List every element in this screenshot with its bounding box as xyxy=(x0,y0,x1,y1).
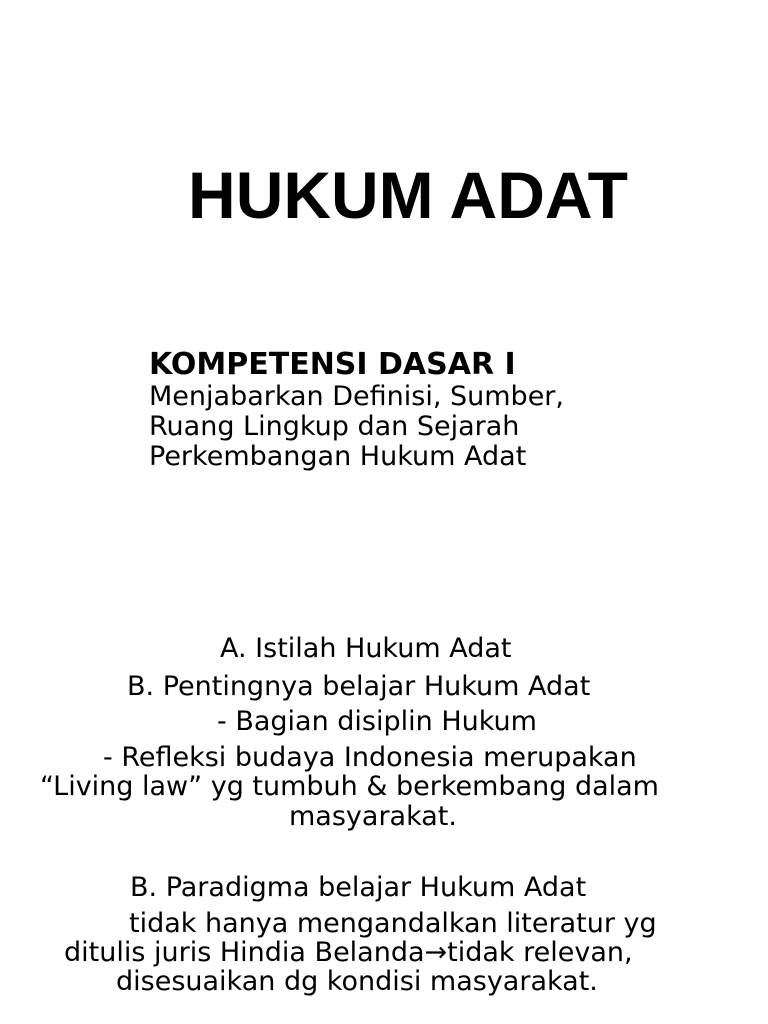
kompetensi-line-3: Perkembangan Hukum Adat xyxy=(149,441,527,472)
outline-item-b: B. Pentingnya belajar Hukum Adat xyxy=(127,671,591,702)
outline-item-a: A. Istilah Hukum Adat xyxy=(220,633,512,664)
outline-sub-item-2-line-3: masyarakat. xyxy=(289,801,457,832)
paradigma-line-1: tidak hanya mengandalkan literatur yg xyxy=(129,908,657,939)
kompetensi-heading: KOMPETENSI DASAR I xyxy=(149,347,516,382)
paradigma-line-3: disesuaikan dg kondisi masyarakat. xyxy=(116,966,598,997)
outline-sub-item-2-line-1: - Refleksi budaya Indonesia merupakan xyxy=(103,742,637,773)
paradigma-line-2: ditulis juris Hindia Belanda→tidak relevan, xyxy=(64,937,633,968)
outline-sub-item-2-line-2: “Living law” yg tumbuh & berkembang dalam xyxy=(40,771,659,802)
kompetensi-line-1: Menjabarkan Definisi, Sumber, xyxy=(149,381,564,412)
kompetensi-description xyxy=(149,382,709,472)
outline-item-b2: B. Paradigma belajar Hukum Adat xyxy=(130,872,587,903)
slide-title: HUKUM ADAT xyxy=(188,158,628,232)
kompetensi-line-2: Ruang Lingkup dan Sejarah xyxy=(149,411,520,442)
outline-sub-item-1: - Bagian disiplin Hukum xyxy=(217,706,537,737)
kompetensi-dasar-block xyxy=(149,348,709,472)
